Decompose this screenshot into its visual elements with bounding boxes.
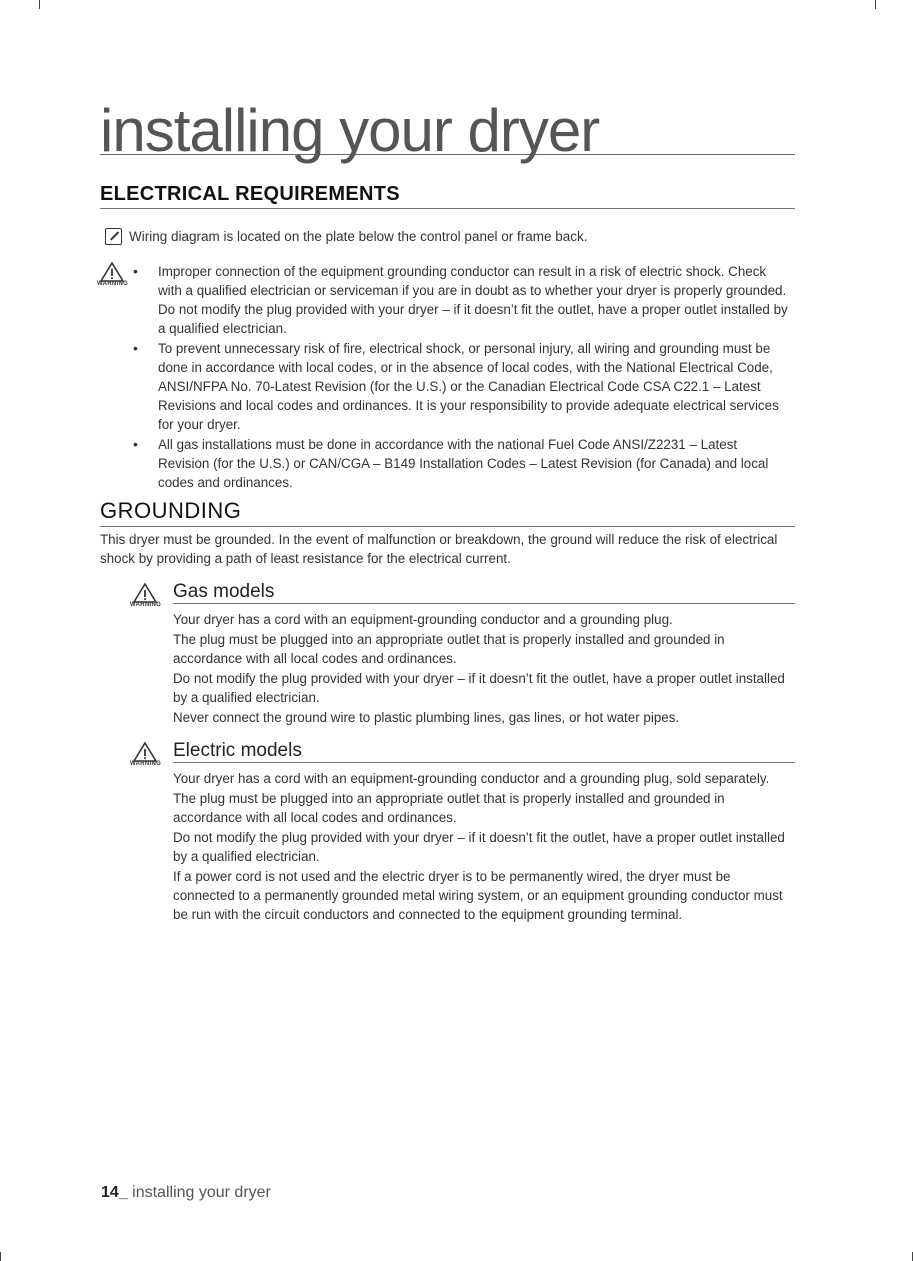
electric-paragraph: The plug must be plugged into an appropriate outlet that is properly installed and grounded in accordance with all local codes and ordinances. <box>173 791 725 825</box>
crop-mark-right <box>875 0 876 9</box>
warning-triangle-icon <box>133 742 157 762</box>
warning-icon-electric <box>130 742 160 767</box>
list-item: • Improper connection of the equipment grounding conductor can result in a risk of electric shock. Check with a qualified electrician or serviceman if you are in doubt as to whether your dryer is properly grounded. Do not modify the plug provided with your dryer – if it doesn’t fit the outlet, have a proper outlet installed by a qualified electrician. <box>128 262 788 338</box>
warning-triangle-icon <box>100 262 124 282</box>
section-heading-grounding: GROUNDING <box>100 498 795 527</box>
page-footer <box>101 1184 271 1202</box>
electric-models-heading: Electric models <box>173 740 795 763</box>
warning-triangle-icon <box>133 583 157 603</box>
page-title: installing your dryer <box>100 96 795 155</box>
footer-label: installing your dryer <box>132 1184 271 1201</box>
warning-label: WARNING <box>97 281 129 287</box>
electric-paragraph: Do not modify the plug provided with your dryer – if it doesn’t fit the outlet, have a proper outlet installed by a qualified electrician. <box>173 830 785 864</box>
gas-paragraph: The plug must be plugged into an appropriate outlet that is properly installed and grounded in accordance with all local codes and ordinances. <box>173 632 725 666</box>
grounding-intro: This dryer must be grounded. In the event of malfunction or breakdown, the ground will reduce the risk of electrical shock by providing a path of least resistance for the electrical current. <box>100 532 778 566</box>
gas-models-body <box>173 610 795 728</box>
warning-icon-gas <box>130 583 160 608</box>
gas-paragraph: Your dryer has a cord with an equipment-grounding conductor and a grounding plug. <box>173 612 673 627</box>
warning-label: WARNING <box>130 761 162 767</box>
wiring-note <box>105 228 588 245</box>
gas-paragraph: Never connect the ground wire to plastic plumbing lines, gas lines, or hot water pipes. <box>173 710 680 725</box>
crop-mark-left <box>39 0 40 9</box>
list-item: • All gas installations must be done in accordance with the national Fuel Code ANSI/Z2231 – Latest Revision (for the U.S.) or CAN/CGA – B149 Installation Codes – Latest Revision (for Canada) and local codes and ordinances. <box>128 435 788 492</box>
section-heading-electrical: ELECTRICAL REQUIREMENTS <box>100 183 795 209</box>
gas-paragraph: Do not modify the plug provided with your dryer – if it doesn’t fit the outlet, have a proper outlet installed by a qualified electrician. <box>173 671 785 705</box>
list-item: • To prevent unnecessary risk of fire, electrical shock, or personal injury, all wiring and grounding must be done in accordance with local codes, or in the absence of local codes, with the National Electrical Code, ANSI/NFPA No. 70-Latest Revision (for the U.S.) or the Canadian Electrical Code CSA C22.1 – Latest Revisions and local codes and ordinances. It is your responsibility to provide adequate electrical services for your dryer. <box>128 339 788 434</box>
electrical-warning-list <box>128 262 788 493</box>
wiring-note-text: Wiring diagram is located on the plate below the control panel or frame back. <box>129 229 588 244</box>
warning-icon-electrical <box>97 262 127 287</box>
crop-mark-bottom-left <box>0 1252 1 1261</box>
electric-models-body <box>173 769 795 925</box>
electric-paragraph: Your dryer has a cord with an equipment-grounding conductor and a grounding plug, sold separately. <box>173 771 770 786</box>
note-icon <box>105 228 122 245</box>
page-number: 14_ <box>101 1184 128 1201</box>
electric-paragraph: If a power cord is not used and the electric dryer is to be permanently wired, the dryer must be connected to a permanently grounded metal wiring system, or an equipment grounding conductor must be run with the circuit conductors and connected to the equipment grounding terminal. <box>173 869 783 922</box>
gas-models-heading: Gas models <box>173 581 795 604</box>
warning-label: WARNING <box>130 602 162 608</box>
